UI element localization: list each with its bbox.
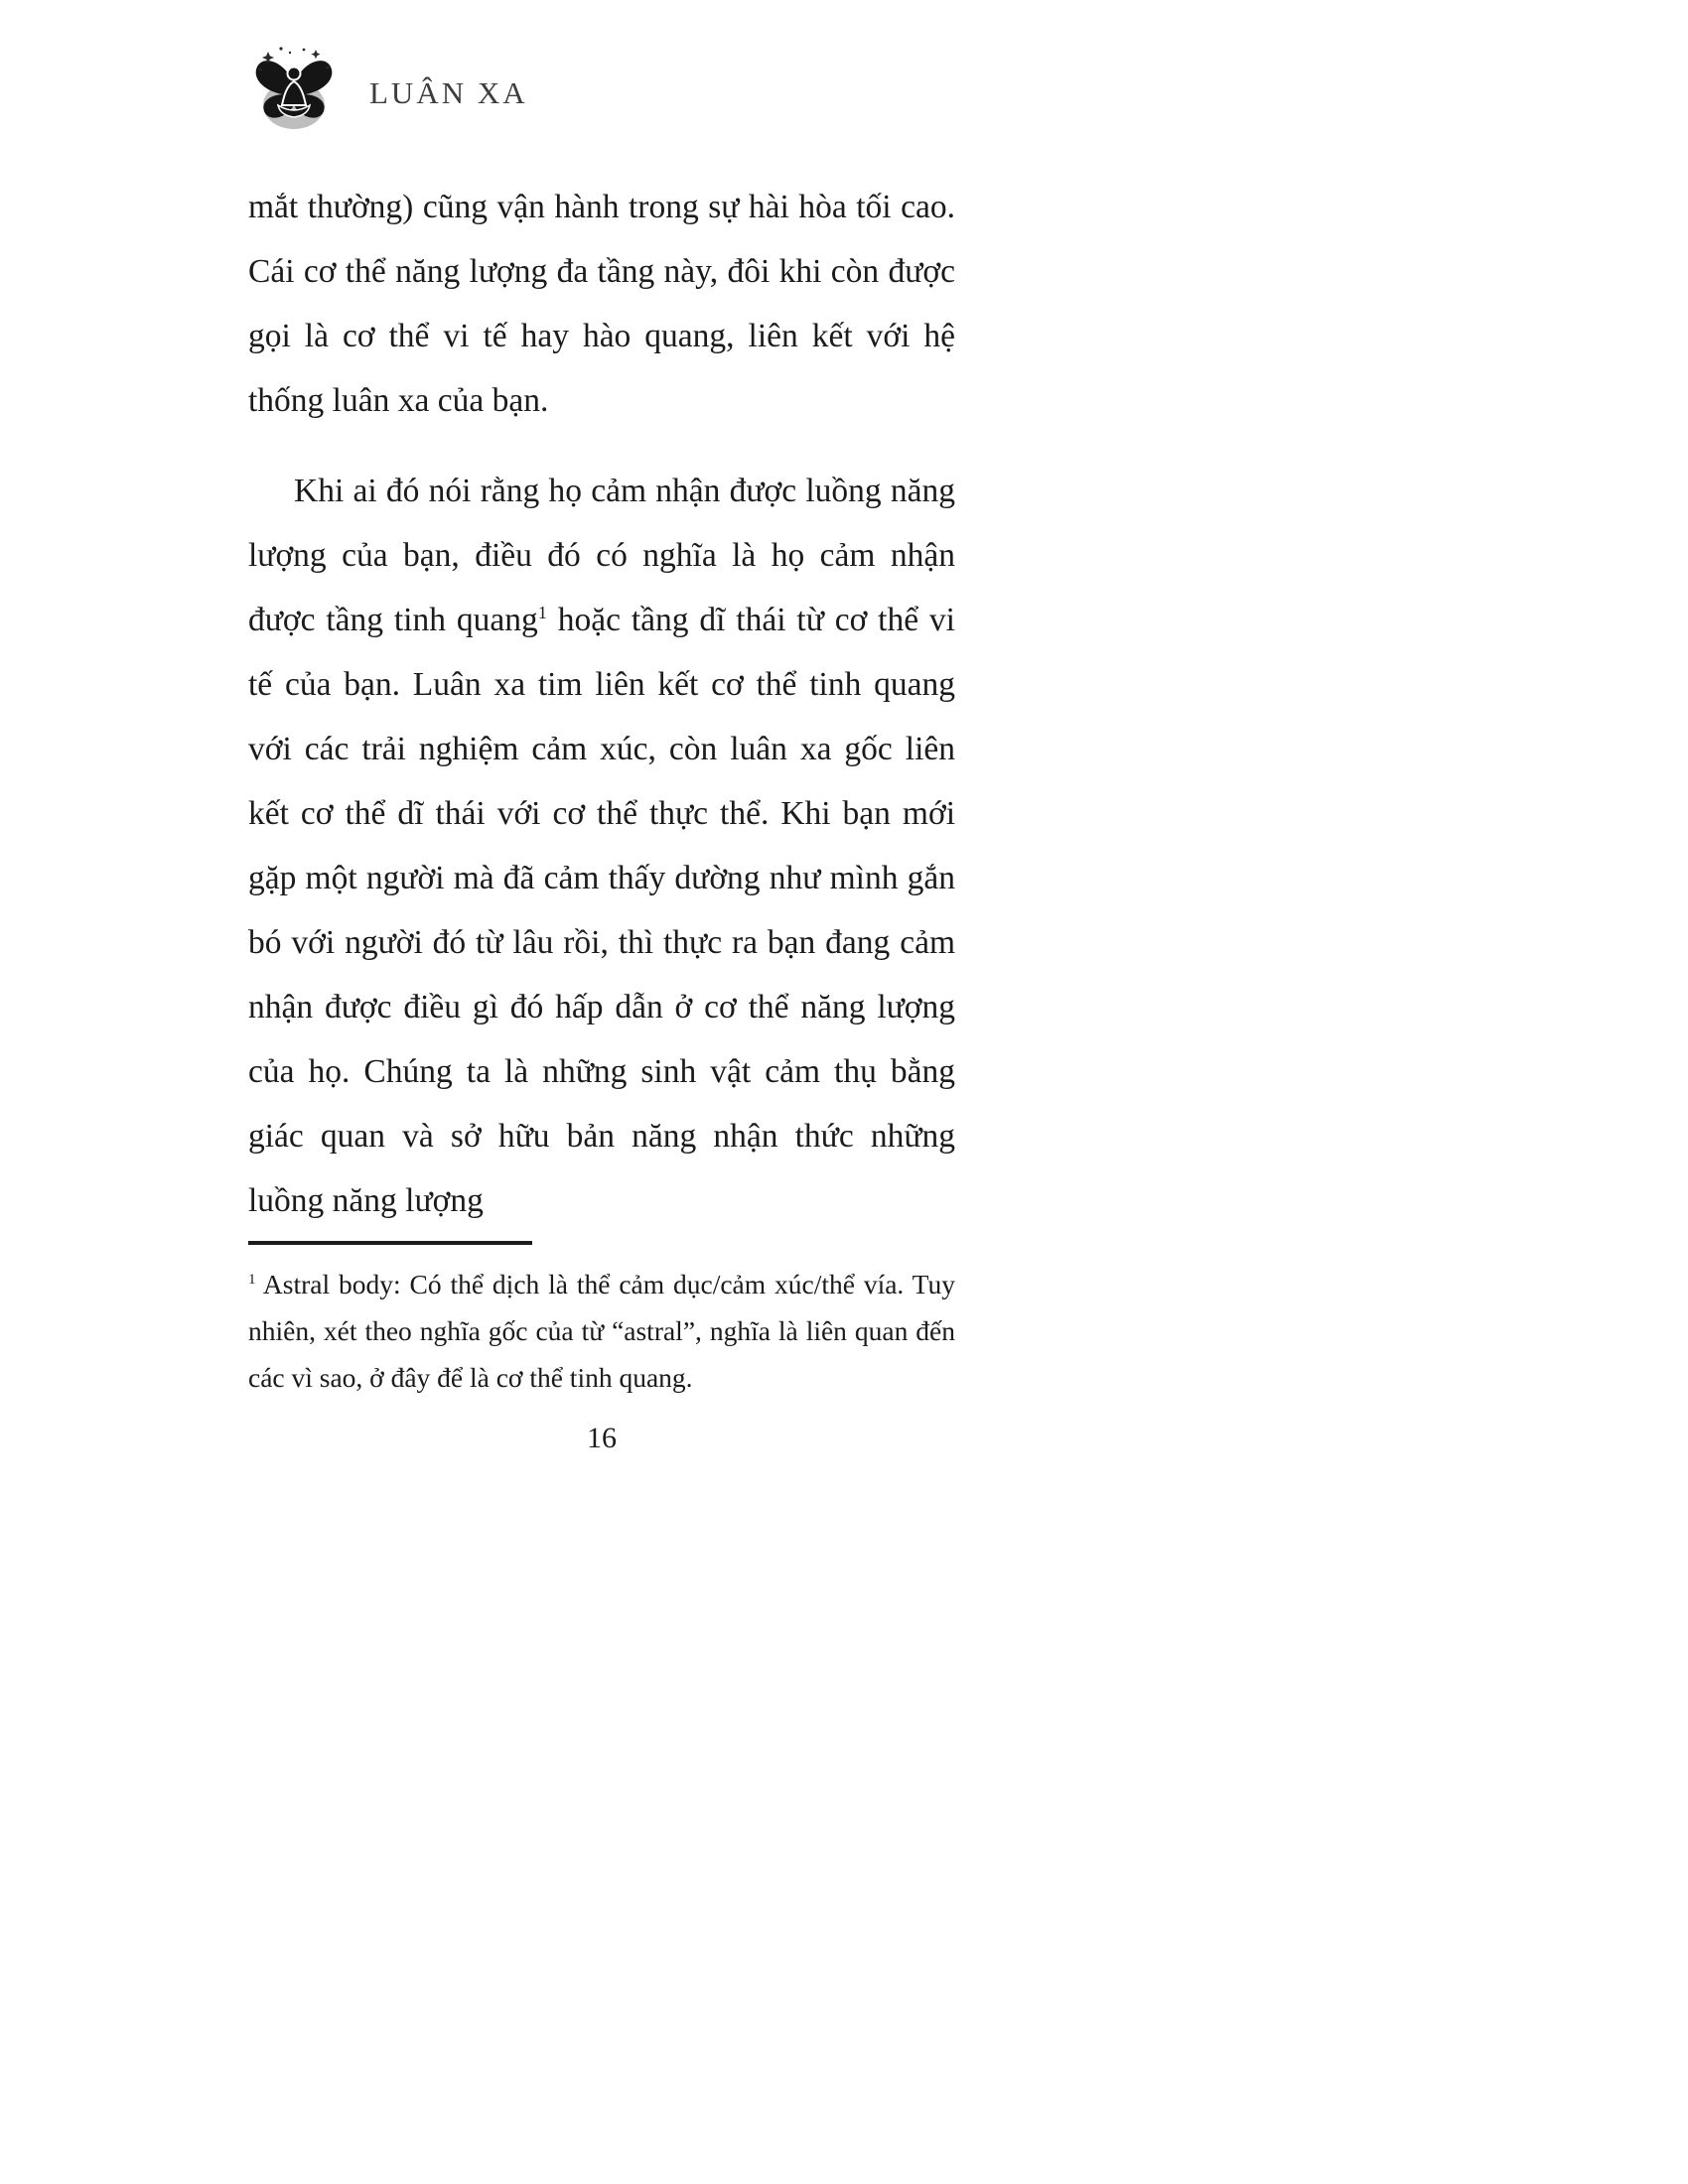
footnote-section [248,1241,955,1401]
page-number: 16 [587,1422,617,1454]
paragraph-2-text-after-ref: hoặc tầng dĩ thái từ cơ thể vi tế của bạn. Luân xa tim liên kết cơ thể tinh quang với các trải nghiệm cảm xúc, còn luân xa gốc liên kết cơ thể dĩ thái với cơ thể thực thể. Khi bạn mới gặp một người mà đã cảm thấy dường như mình gắn bó với người đó từ lâu rồi, thì thực ra bạn đang cảm nhận được điều gì đó hấp dẫn ở cơ thể năng lượng của họ. Chúng ta là những sinh vật cảm thụ bằng giác quan và sở hữu bản năng nhận thức những luồng năng lượng [248,602,955,1219]
butterfly-meditation-logo [248,44,340,143]
book-title: LUÂN XA [369,75,528,110]
footnote-number: 1 [248,1271,256,1288]
paragraph-2 [248,459,955,1233]
footnote-text: Astral body: Có thể dịch là thể cảm dục/cảm xúc/thể vía. Tuy nhiên, xét theo nghĩa gốc của từ “astral”, nghĩa là liên quan đến các vì sao, ở đây để là cơ thể tinh quang. [248,1269,955,1393]
footnote [248,1261,955,1401]
paragraph-1: mắt thường) cũng vận hành trong sự hài hòa tối cao. Cái cơ thể năng lượng đa tầng này, đôi khi còn được gọi là cơ thể vi tế hay hào quang, liên kết với hệ thống luân xa của bạn. [248,189,955,419]
paragraph-2-text-before-ref: Khi ai đó nói rằng họ cảm nhận được luồng năng lượng của bạn, điều đó có nghĩa là họ cảm nhận được tầng tinh quang [248,473,955,638]
page-body [248,175,955,1233]
footnote-divider [248,1241,532,1245]
footnote-reference-marker: 1 [537,602,547,622]
page-header [248,44,528,143]
